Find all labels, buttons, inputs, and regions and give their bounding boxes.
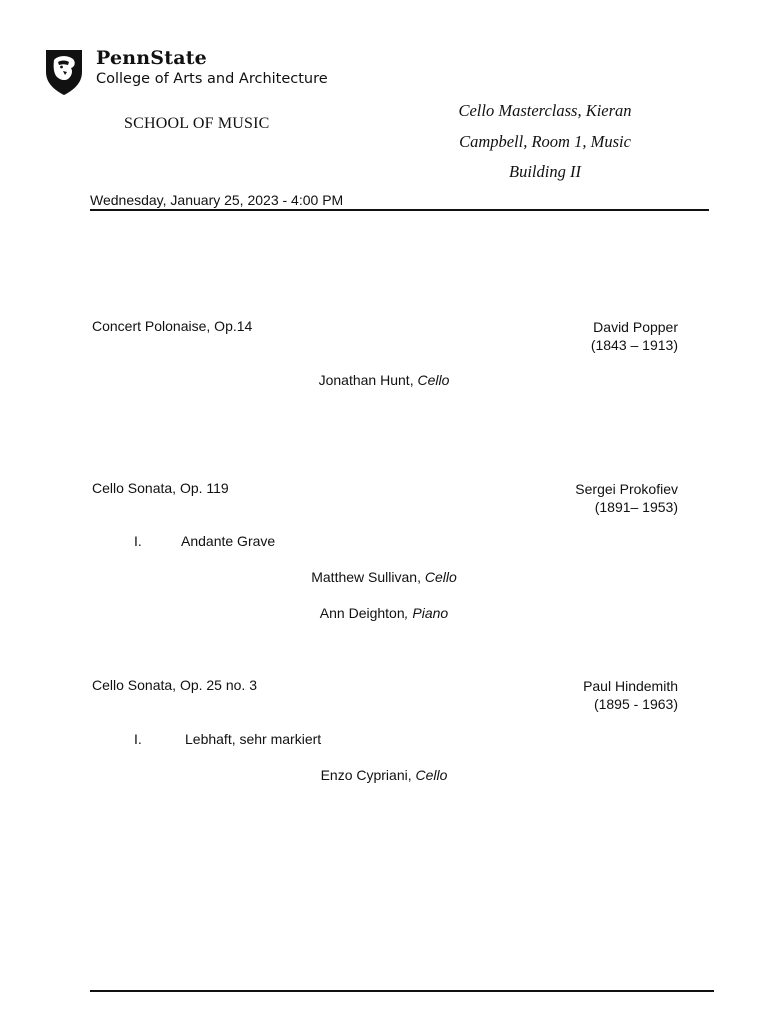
movement-number: I. [134,533,142,549]
composer-block [583,677,678,713]
performer-separator: , [407,767,416,783]
composer-name: Paul Hindemith [583,678,678,694]
performer-instrument: Piano [412,605,449,621]
performer-instrument: Cello [415,767,448,783]
performer-separator: , [417,569,425,585]
piece-title: Concert Polonaise, Op.14 [92,318,253,334]
event-line: Campbell, Room 1, Music [459,131,631,151]
movement-title: Lebhaft, sehr markiert [185,731,322,747]
event-line: Building II [509,162,581,181]
movement-title: Andante Grave [181,533,276,549]
performer-separator: , [409,372,418,388]
composer-name: Sergei Prokofiev [575,481,678,497]
brand-title: PennState [96,47,207,69]
school-name: SCHOOL OF MUSIC [124,115,270,132]
footer-divider [90,990,714,992]
piece-title: Cello Sonata, Op. 119 [92,480,229,496]
performer-separator: , [404,605,413,621]
performer-name: Enzo Cypriani [320,767,408,783]
composer-block [591,318,678,354]
performer-name: Matthew Sullivan [311,569,418,585]
pennstate-logo [44,46,334,98]
performer-line [0,605,768,621]
movement-number: I. [134,731,142,747]
performer-name: Jonathan Hunt [318,372,410,388]
performer-instrument: Cello [424,569,457,585]
composer-dates: (1895 - 1963) [593,696,678,712]
performer-name: Ann Deighton [319,605,405,621]
event-title [420,96,670,188]
brand-subtitle: College of Arts and Architecture [96,71,328,87]
composer-dates: (1843 – 1913) [590,337,678,353]
performer-line [0,767,768,783]
event-line: Cello Masterclass, Kieran [458,101,632,120]
event-date: Wednesday, January 25, 2023 - 4:00 PM [90,192,344,208]
performer-line [0,372,768,388]
header-divider [90,209,709,211]
composer-name: David Popper [593,319,678,335]
nittany-lion-shield-icon [44,46,84,96]
performer-instrument: Cello [417,372,450,388]
performer-line [0,569,768,585]
composer-block [575,480,678,516]
piece-title: Cello Sonata, Op. 25 no. 3 [92,677,257,693]
composer-dates: (1891– 1953) [594,499,678,515]
